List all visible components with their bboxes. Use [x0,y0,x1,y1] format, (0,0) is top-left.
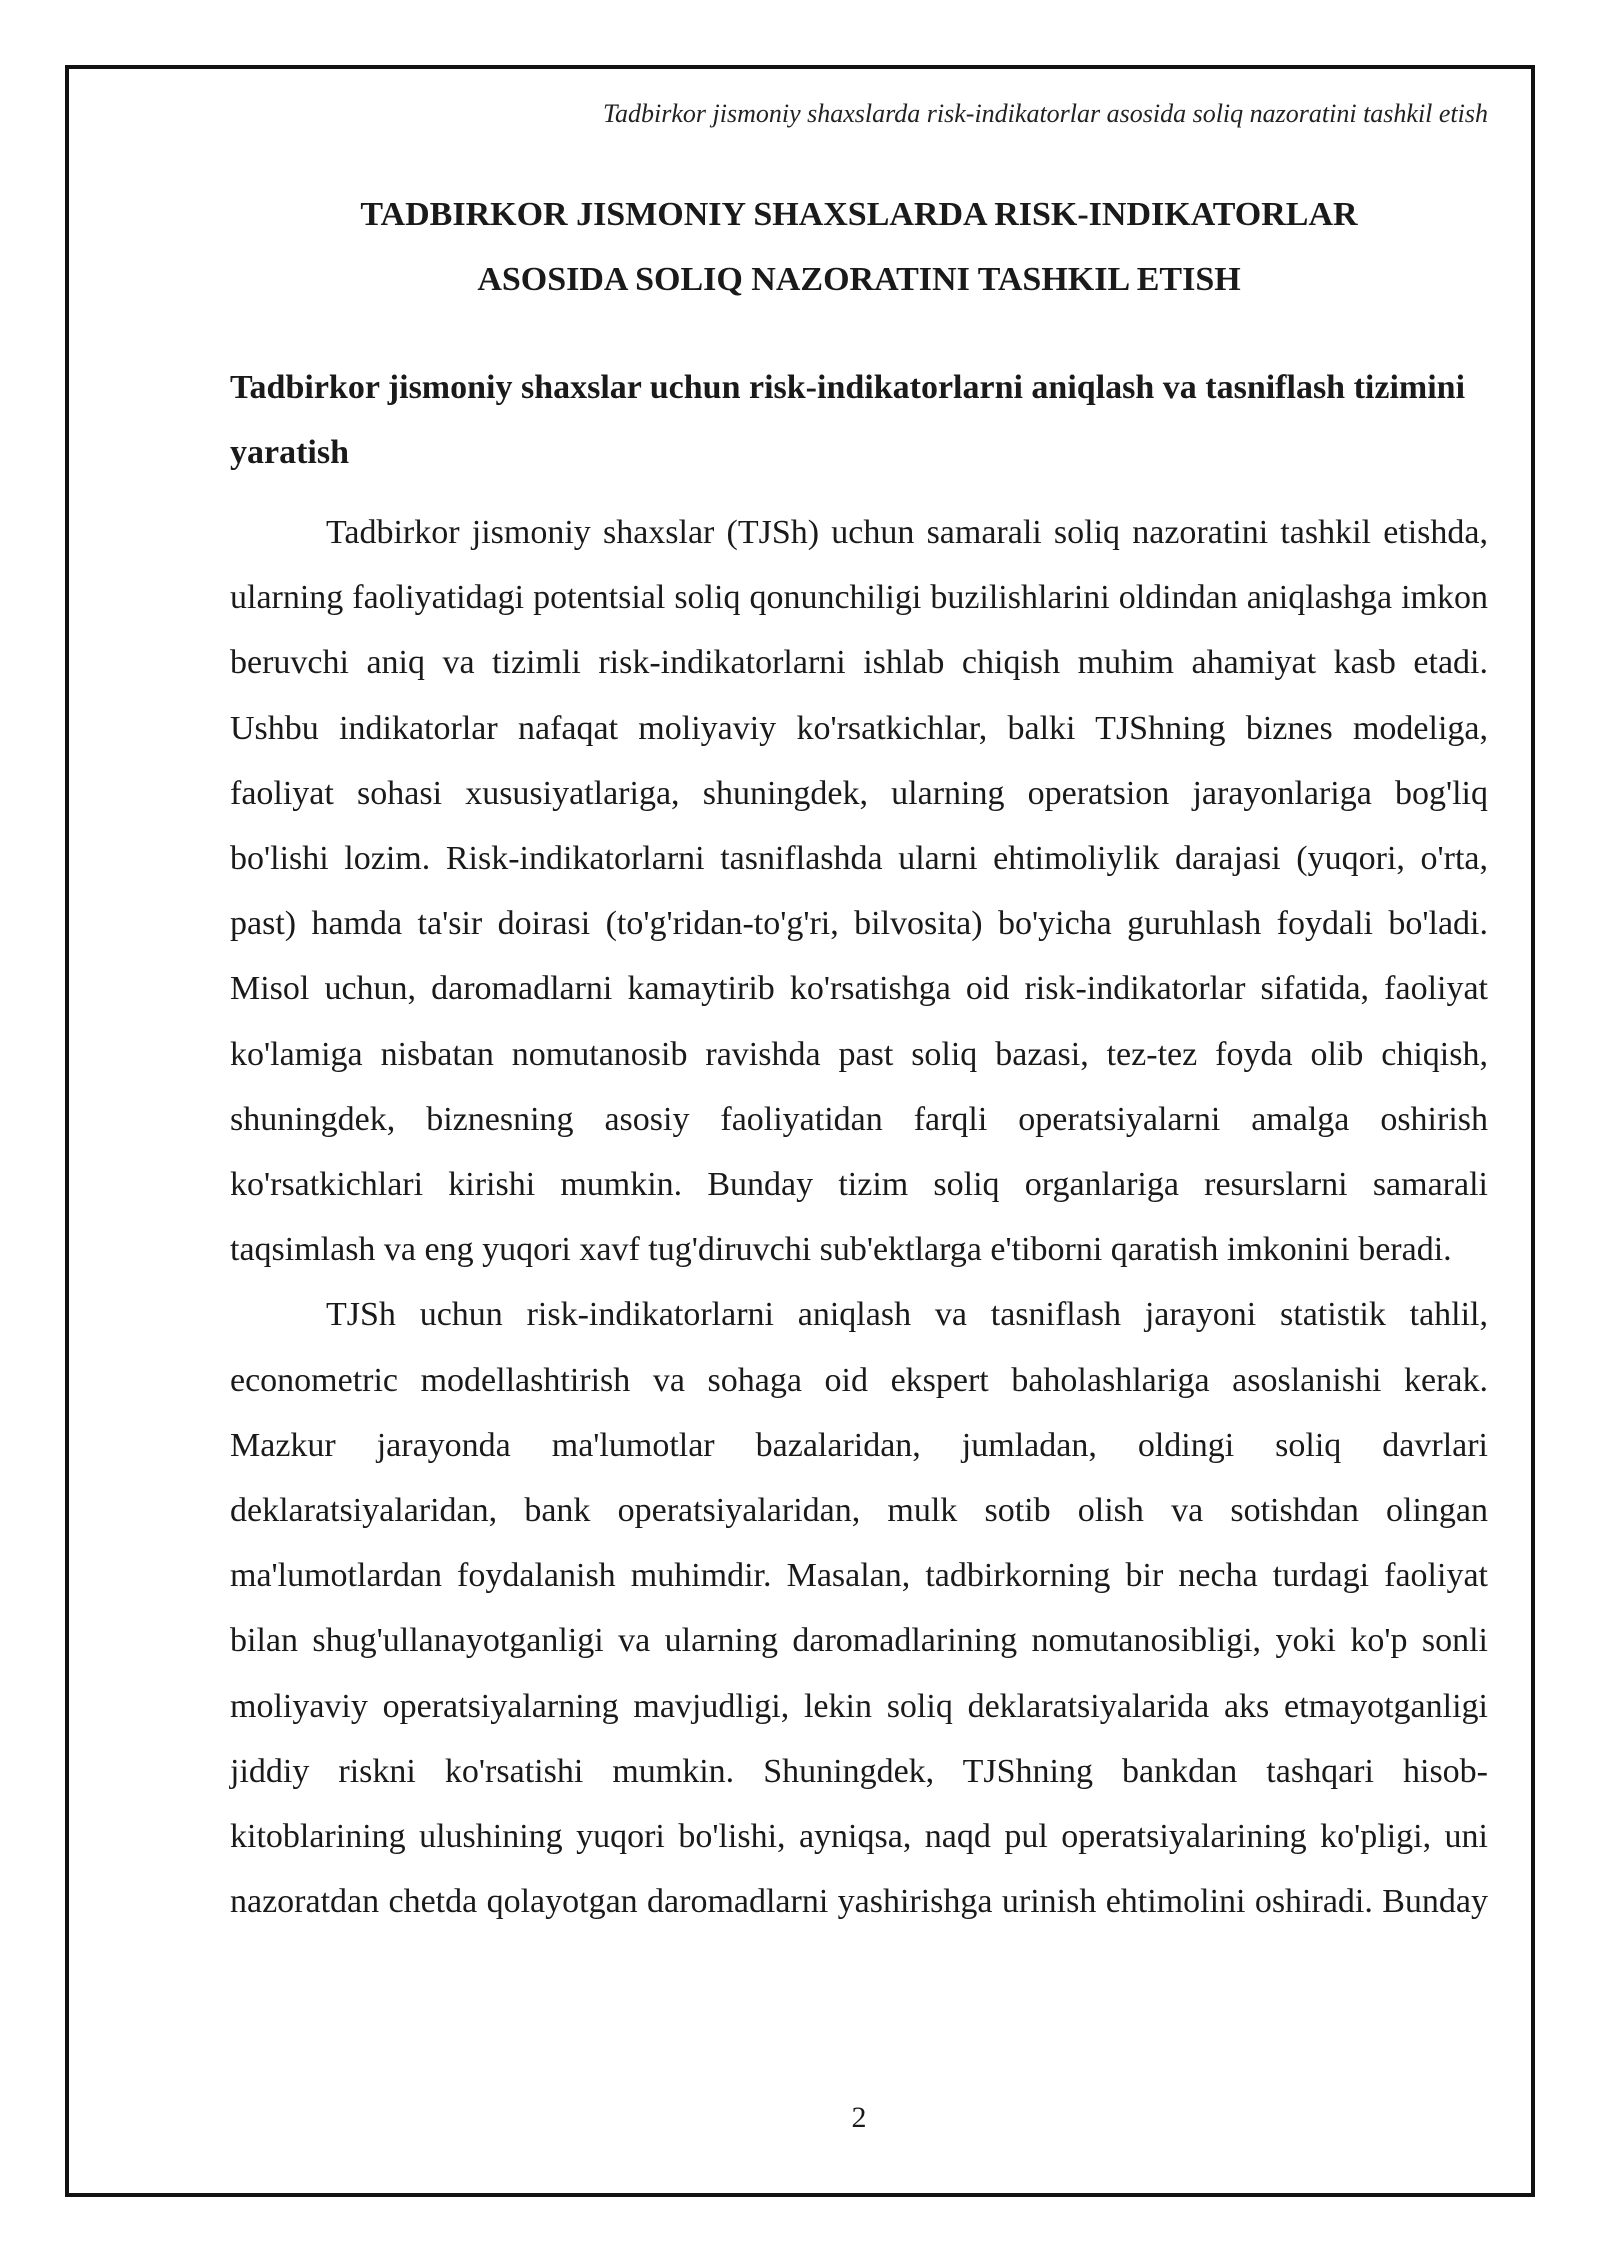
paragraph-1: Tadbirkor jismoniy shaxslar (TJSh) uchun samarali soliq nazoratini tashkil etishda, ularning faoliyatidagi potentsial soliq qonunchiligi buzilishlarini oldindan aniqlashga imkon beruvchi aniq va tizimli risk-indikatorlarni ishlab chiqish muhim ahamiyat kasb etadi. Ushbu indikatorlar nafaqat moliyaviy ko'rsatkichlar, balki TJShning biznes modeliga, faoliyat sohasi xususiyatlariga, shuningdek, ularning operatsion jarayonlariga bog'liq bo'lishi lozim. Risk-indikatorlarni tasniflashda ularni ehtimoliylik darajasi (yuqori, o'rta, past) hamda ta'sir doirasi (to'g'ridan-to'g'ri, bilvosita) bo'yicha guruhlash foydali bo'ladi. Misol uchun, daromadlarni kamaytirib ko'rsatishga oid risk-indikatorlar sifatida, faoliyat ko'lamiga nisbatan nomutanosib ravishda past soliq bazasi, tez-tez foyda olib chiqish, shuningdek, biznesning asosiy faoliyatidan farqli operatsiyalarni amalga oshirish ko'rsatkichlari kirishi mumkin. Bunday tizim soliq organlariga resurslarni samarali taqsimlash va eng yuqori xavf tug'diruvchi sub'ektlarga e'tiborni qaratish imkonini beradi. [230,514,1488,1269]
paragraph-2: TJSh uchun risk-indikatorlarni aniqlash va tasniflash jarayoni statistik tahlil, econometric modellashtirish va sohaga oid ekspert baholashlariga asoslanishi kerak. Mazkur jarayonda ma'lumotlar bazalaridan, jumladan, oldingi soliq davrlari deklaratsiyalaridan, bank operatsiyalaridan, mulk sotib olish va sotishdan olingan ma'lumotlardan foydalanish muhimdir. Masalan, tadbirkorning bir necha turdagi faoliyat bilan shug'ullanayotganligi va ularning daromadlarining nomutanosibligi, yoki ko'p sonli moliyaviy operatsiyalarning mavjudligi, lekin soliq deklaratsiyalarida aks etmayotganligi jiddiy riskni ko'rsatishi mumkin. Shuningdek, TJShning bankdan tashqari hisob-kitoblarining ulushining yuqori bo'lishi, ayniqsa, naqd pul operatsiyalarining ko'pligi, uni nazoratdan chetda qolayotgan daromadlarni yashirishga urinish ehtimolini oshiradi. Bunday [230,1296,1488,1921]
section-heading: Tadbirkor jismoniy shaxslar uchun risk-indikatorlarni aniqlash va tasniflash tizimini yaratish [230,369,1466,471]
document-title [230,182,1488,312]
document-title-line-1: TADBIRKOR JISMONIY SHAXSLARDA RISK-INDIKATORLAR [360,196,1358,233]
body-text [230,500,1488,1934]
running-header: Tadbirkor jismoniy shaxslarda risk-indikatorlar asosida soliq nazoratini tashkil etish [602,99,1488,128]
document-title-line-2: ASOSIDA SOLIQ NAZORATINI TASHKIL ETISH [477,261,1241,298]
page-number: 2 [851,2101,867,2134]
